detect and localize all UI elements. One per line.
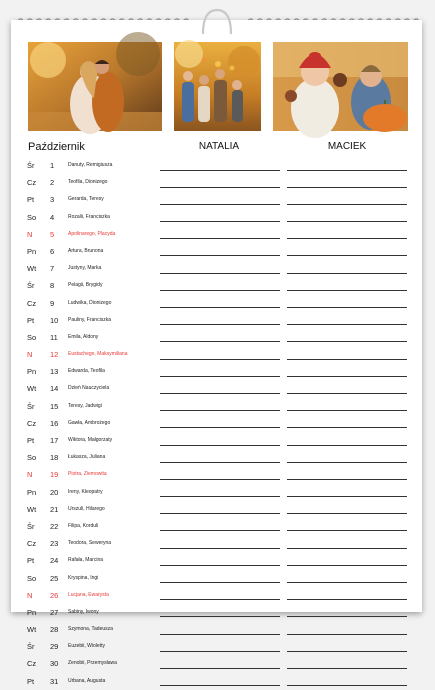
nameday-text: Emila, Aldony [68,333,99,340]
calendar-page [11,20,422,686]
nameday-text: Filipa, Korduli [68,522,99,529]
nameday-text: Euzebii, Wioletty [68,643,105,650]
day-number: 2 [50,178,55,188]
day-number: 6 [50,246,55,256]
day-row [11,673,422,690]
nameday-text: Rafała, Marcina [68,557,104,564]
day-row [11,260,422,277]
day-number: 10 [50,315,59,325]
note-line-maciek[interactable] [287,255,407,256]
day-row [11,432,422,449]
day-row [11,243,422,260]
nameday-text: Justyny, Marka [68,265,102,272]
day-number: 13 [50,367,59,377]
day-number: 19 [50,470,59,480]
day-number: 16 [50,418,59,428]
weekday-abbr: Wt [27,264,37,274]
weekday-abbr: Śr [27,521,35,531]
note-line-natalia[interactable] [160,221,280,222]
note-line-natalia[interactable] [160,685,280,686]
note-line-maciek[interactable] [287,341,407,342]
day-number: 4 [50,212,55,222]
nameday-text: Zenobii, Przemysława [68,660,117,667]
day-number: 12 [50,350,59,360]
day-row [11,484,422,501]
nameday-text: Teodora, Seweryna [68,540,112,547]
day-row [11,295,422,312]
day-number: 30 [50,659,59,669]
nameday-text: Eustachego, Maksymiliana [68,351,128,358]
note-line-maciek[interactable] [287,393,407,394]
day-row [11,501,422,518]
nameday-text: Wiktora, Małgorzaty [68,437,113,443]
photo-kids [273,42,408,131]
day-number: 3 [50,195,55,205]
photo-couple [28,42,162,131]
note-line-maciek[interactable] [287,616,407,617]
day-number: 21 [50,504,59,514]
nameday-text: Kryspina, Ingi [68,574,99,581]
weekday-abbr: Śr [27,401,35,411]
day-number: 29 [50,642,59,652]
day-row [11,363,422,380]
note-line-natalia[interactable] [160,290,280,291]
day-number: 23 [50,539,59,549]
note-line-natalia[interactable] [160,238,280,239]
note-line-natalia[interactable] [160,255,280,256]
hanger-hook [200,6,234,36]
day-row [11,226,422,243]
note-line-natalia[interactable] [160,616,280,617]
weekday-abbr: N [27,350,33,360]
note-line-natalia[interactable] [160,599,280,600]
weekday-abbr: N [27,470,33,480]
day-row [11,638,422,655]
day-row [11,466,422,483]
weekday-abbr: Pt [27,436,35,445]
weekday-abbr: So [27,453,37,463]
month-title: Październik [28,141,85,153]
day-number: 14 [50,384,59,394]
note-line-maciek[interactable] [287,530,407,531]
day-row [11,277,422,294]
note-line-maciek[interactable] [287,170,407,171]
day-number: 9 [50,298,55,308]
day-row [11,535,422,552]
note-line-maciek[interactable] [287,187,407,188]
note-line-natalia[interactable] [160,273,280,274]
weekday-abbr: Wt [27,504,37,514]
nameday-text: Apolinarego, Placyda [68,230,116,237]
day-row [11,570,422,587]
note-line-natalia[interactable] [160,204,280,205]
weekday-abbr: So [27,332,37,342]
weekday-abbr: Śr [27,642,35,652]
day-number: 26 [50,590,59,600]
weekday-abbr: Cz [27,298,37,308]
note-line-maciek[interactable] [287,668,407,669]
day-number: 15 [50,401,59,411]
weekday-abbr: N [27,229,33,239]
weekday-abbr: Cz [27,659,37,669]
day-row [11,587,422,604]
nameday-text: Szymona, Tadeusza [68,626,113,633]
nameday-text: Pelagii, Brygidy [68,282,103,289]
column-header-natalia: NATALIA [198,141,240,152]
note-line-natalia[interactable] [160,307,280,308]
day-row [11,380,422,397]
day-number: 18 [50,453,59,463]
note-line-natalia[interactable] [160,170,280,171]
nameday-text: Urszuli, Hilarego [68,505,105,512]
day-row [11,157,422,174]
note-line-natalia[interactable] [160,410,280,411]
note-line-natalia[interactable] [160,445,280,446]
note-line-maciek[interactable] [287,496,407,497]
note-line-maciek[interactable] [287,204,407,205]
note-line-natalia[interactable] [160,530,280,531]
weekday-abbr: Cz [27,418,37,428]
weekday-abbr: Śr [27,161,35,170]
note-line-maciek[interactable] [287,273,407,274]
note-line-natalia[interactable] [160,187,280,188]
weekday-abbr: Pn [27,246,37,256]
nameday-text: Łukasza, Juliana [68,454,106,461]
day-row [11,552,422,569]
nameday-text: Dzień Nauczyciela [68,385,110,392]
day-row [11,346,422,363]
day-number: 17 [50,436,59,445]
day-number: 11 [50,332,58,342]
day-row [11,312,422,329]
weekday-abbr: Śr [27,281,35,291]
note-line-maciek[interactable] [287,479,407,480]
nameday-text: Artura, Brunona [68,247,104,254]
day-number: 27 [50,607,59,617]
nameday-text: Rozalii, Franciszka [68,213,110,220]
weekday-abbr: Pn [27,487,37,497]
note-line-natalia[interactable] [160,359,280,360]
note-line-maciek[interactable] [287,290,407,291]
note-line-natalia[interactable] [160,513,280,514]
day-number: 20 [50,487,59,497]
note-line-maciek[interactable] [287,324,407,325]
weekday-abbr: Cz [27,539,37,549]
note-line-natalia[interactable] [160,548,280,549]
note-line-maciek[interactable] [287,221,407,222]
note-line-maciek[interactable] [287,427,407,428]
day-number: 31 [50,676,59,686]
day-number: 7 [50,264,55,274]
day-number: 24 [50,556,59,566]
note-line-natalia[interactable] [160,427,280,428]
nameday-text: Danuty, Remigiusza [68,162,113,168]
day-row [11,209,422,226]
day-number: 25 [50,573,59,583]
note-line-natalia[interactable] [160,324,280,325]
note-line-natalia[interactable] [160,376,280,377]
note-line-natalia[interactable] [160,565,280,566]
note-line-maciek[interactable] [287,685,407,686]
day-row [11,191,422,208]
note-line-natalia[interactable] [160,496,280,497]
note-line-maciek[interactable] [287,359,407,360]
note-line-natalia[interactable] [160,341,280,342]
day-number: 1 [50,161,55,170]
day-row [11,518,422,535]
day-row [11,415,422,432]
photo-strip [28,42,408,132]
nameday-text: Pauliny, Franciszka [68,316,111,323]
weekday-abbr: Wt [27,625,37,635]
note-line-maciek[interactable] [287,548,407,549]
nameday-text: Gerarda, Teresy [68,196,104,203]
note-line-natalia[interactable] [160,479,280,480]
note-line-maciek[interactable] [287,445,407,446]
day-row [11,621,422,638]
weekday-abbr: Pt [27,315,35,325]
note-line-maciek[interactable] [287,634,407,635]
day-row [11,174,422,191]
note-line-maciek[interactable] [287,582,407,583]
photo-family [174,42,261,131]
nameday-text: Ireny, Kleopatry [68,488,103,495]
note-line-natalia[interactable] [160,462,280,463]
weekday-abbr: Pt [27,195,35,205]
day-rows [11,157,422,690]
day-number: 22 [50,521,59,531]
note-line-maciek[interactable] [287,238,407,239]
day-row [11,398,422,415]
day-number: 8 [50,281,55,291]
weekday-abbr: Cz [27,178,37,188]
note-line-natalia[interactable] [160,393,280,394]
nameday-text: Piotra, Ziemowita [68,471,107,478]
day-row [11,329,422,346]
day-row [11,655,422,672]
note-line-natalia[interactable] [160,582,280,583]
nameday-text: Gawła, Ambrożego [68,419,111,426]
note-line-maciek[interactable] [287,376,407,377]
note-line-maciek[interactable] [287,462,407,463]
column-header-maciek: MACIEK [327,141,367,152]
note-line-natalia[interactable] [160,634,280,635]
day-number: 28 [50,625,59,635]
weekday-abbr: So [27,212,37,222]
note-line-maciek[interactable] [287,307,407,308]
note-line-natalia[interactable] [160,651,280,652]
note-line-maciek[interactable] [287,410,407,411]
weekday-abbr: Pn [27,367,37,377]
nameday-text: Lucjana, Ewarysta [68,591,109,598]
weekday-abbr: So [27,573,37,583]
nameday-text: Teresy, Jadwigi [68,402,102,409]
note-line-maciek[interactable] [287,651,407,652]
day-row [11,449,422,466]
note-line-maciek[interactable] [287,565,407,566]
weekday-abbr: Wt [27,384,37,394]
weekday-abbr: Pn [27,607,37,617]
day-number: 5 [50,229,55,239]
weekday-abbr: Pt [27,676,35,686]
weekday-abbr: N [27,590,33,600]
nameday-text: Ludwika, Dionizego [68,299,112,306]
nameday-text: Teofila, Dionizego [68,179,108,186]
note-line-natalia[interactable] [160,668,280,669]
nameday-text: Urbana, Augusta [68,677,106,684]
note-line-maciek[interactable] [287,513,407,514]
day-row [11,604,422,621]
note-line-maciek[interactable] [287,599,407,600]
weekday-abbr: Pt [27,556,35,566]
nameday-text: Sabiny, Iwony [68,608,99,615]
nameday-text: Edwarda, Teofila [68,368,105,375]
